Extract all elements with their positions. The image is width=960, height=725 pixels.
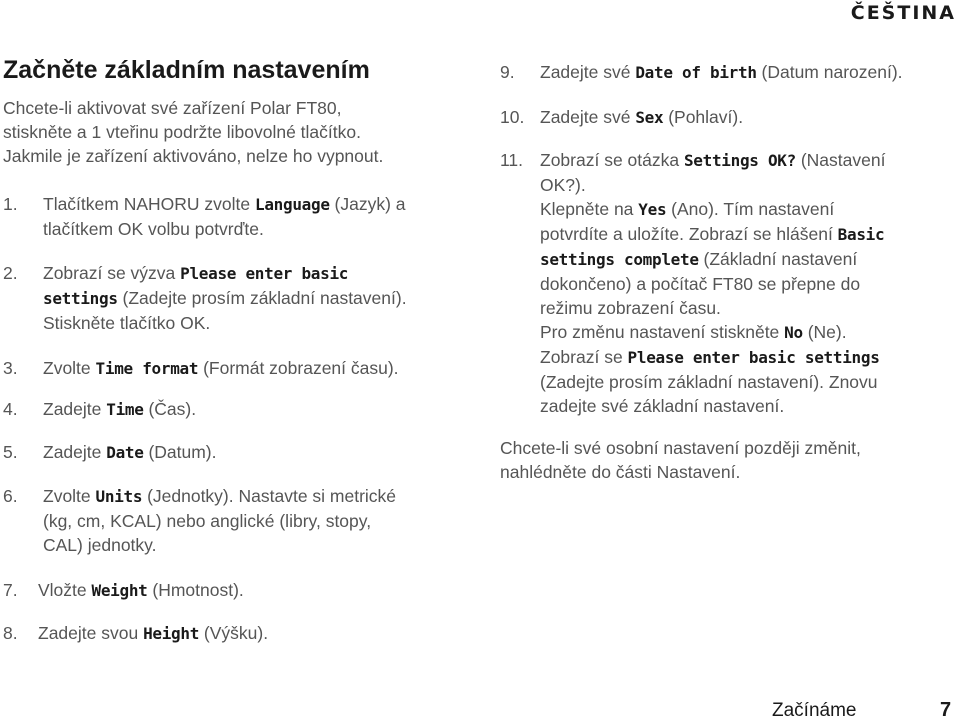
intro-line: Chcete-li aktivovat své zařízení Polar FT80, — [3, 98, 342, 118]
step-text: (Výšku). — [199, 623, 269, 643]
step-text: Klepněte na — [540, 199, 639, 219]
step-text: Vložte — [38, 580, 92, 600]
step-text: (Čas). — [143, 399, 197, 419]
step-text: (Základní nastavení — [698, 249, 858, 269]
footer-section-label: Začínáme — [772, 700, 857, 721]
display-term-settings-ok: Settings OK? — [683, 151, 796, 170]
step-text: OK?). — [540, 175, 586, 195]
step-text: Zadejte své — [540, 107, 636, 127]
step-text: Zobrazí se — [540, 347, 628, 367]
step-number: 9. — [500, 62, 515, 82]
step-text: režimu zobrazení času. — [540, 298, 721, 318]
outro-line: Chcete-li své osobní nastavení později změnit, — [500, 438, 861, 458]
outro-line: nahlédněte do části Nastavení. — [500, 462, 741, 482]
step-number: 3. — [3, 358, 18, 378]
display-term-yes: Yes — [638, 200, 667, 219]
step-text: (Zadejte prosím základní nastavení). — [117, 288, 407, 308]
step-text: Zvolte — [43, 486, 96, 506]
step-number: 8. — [3, 623, 18, 643]
display-term-basic: Basic — [837, 225, 885, 244]
outro-paragraph — [500, 436, 861, 484]
display-term-please-enter-basic-settings: Please enter basic settings — [627, 348, 880, 367]
step-text: Zvolte — [43, 358, 96, 378]
step-text: (Pohlaví). — [663, 107, 744, 127]
step-text: (Jazyk) a — [329, 194, 406, 214]
display-term-sex: Sex — [635, 108, 664, 127]
display-term-units: Units — [95, 487, 143, 506]
step-text: Pro změnu nastavení stiskněte — [540, 322, 785, 342]
display-term-date-of-birth: Date of birth — [635, 63, 757, 82]
step-text: CAL) jednotky. — [43, 535, 157, 555]
step-text: Tlačítkem NAHORU zvolte — [43, 194, 255, 214]
step-text: dokončeno) a počítač FT80 se přepne do — [540, 274, 861, 294]
page-number: 7 — [940, 699, 952, 721]
display-term-height: Height — [143, 624, 200, 643]
step-text: (Formát zobrazení času). — [198, 358, 399, 378]
display-term-language: Language — [254, 195, 330, 214]
step-text: (Ano). Tím nastavení — [666, 199, 835, 219]
display-term-please-enter: Please enter basic — [180, 264, 349, 283]
intro-line: stiskněte a 1 vteřinu podržte libovolné tlačítko. — [3, 122, 361, 142]
step-text: Stiskněte tlačítko OK. — [43, 313, 211, 333]
step-text: (Datum narození). — [756, 62, 903, 82]
step-text: potvrdíte a uložíte. Zobrazí se hlášení — [540, 224, 838, 244]
step-text: (Datum). — [143, 442, 217, 462]
step-number: 10. — [500, 107, 525, 127]
step-text: (Zadejte prosím základní nastavení). Znovu — [540, 372, 878, 392]
display-term-no: No — [784, 323, 803, 342]
display-term-settings: settings — [43, 289, 118, 308]
step-text: Zadejte — [43, 442, 107, 462]
step-text: (Jednotky). Nastavte si metrické — [142, 486, 397, 506]
display-term-time-format: Time format — [95, 359, 199, 378]
step-number: 1. — [3, 194, 18, 214]
step-text: (kg, cm, KCAL) nebo anglické (libry, stopy, — [43, 511, 372, 531]
step-text: Zadejte svou — [38, 623, 144, 643]
step-text: Zadejte své — [540, 62, 636, 82]
step-text: (Hmotnost). — [147, 580, 244, 600]
language-header: ČEŠTINA — [850, 2, 956, 24]
step-number: 5. — [3, 442, 18, 462]
display-term-time: Time — [106, 400, 144, 419]
step-text: (Ne). — [802, 322, 847, 342]
step-text: Zobrazí se výzva — [43, 263, 181, 283]
display-term-settings-complete: settings complete — [540, 250, 699, 269]
step-number: 11. — [500, 150, 524, 170]
step-text: tlačítkem OK volbu potvrďte. — [43, 219, 264, 239]
step-text: zadejte své základní nastavení. — [540, 396, 785, 416]
step-number: 4. — [3, 399, 18, 419]
page-title: Začněte základním nastavením — [3, 56, 370, 84]
step-text: Zadejte — [43, 399, 107, 419]
intro-paragraph — [3, 96, 383, 168]
step-text: Zobrazí se otázka — [540, 150, 684, 170]
step-number: 2. — [3, 263, 18, 283]
display-term-date: Date — [106, 443, 144, 462]
step-number: 7. — [3, 580, 18, 600]
intro-line: Jakmile je zařízení aktivováno, nelze ho vypnout. — [3, 146, 384, 166]
display-term-weight: Weight — [91, 581, 148, 600]
step-text: (Nastavení — [795, 150, 886, 170]
step-number: 6. — [3, 486, 18, 506]
